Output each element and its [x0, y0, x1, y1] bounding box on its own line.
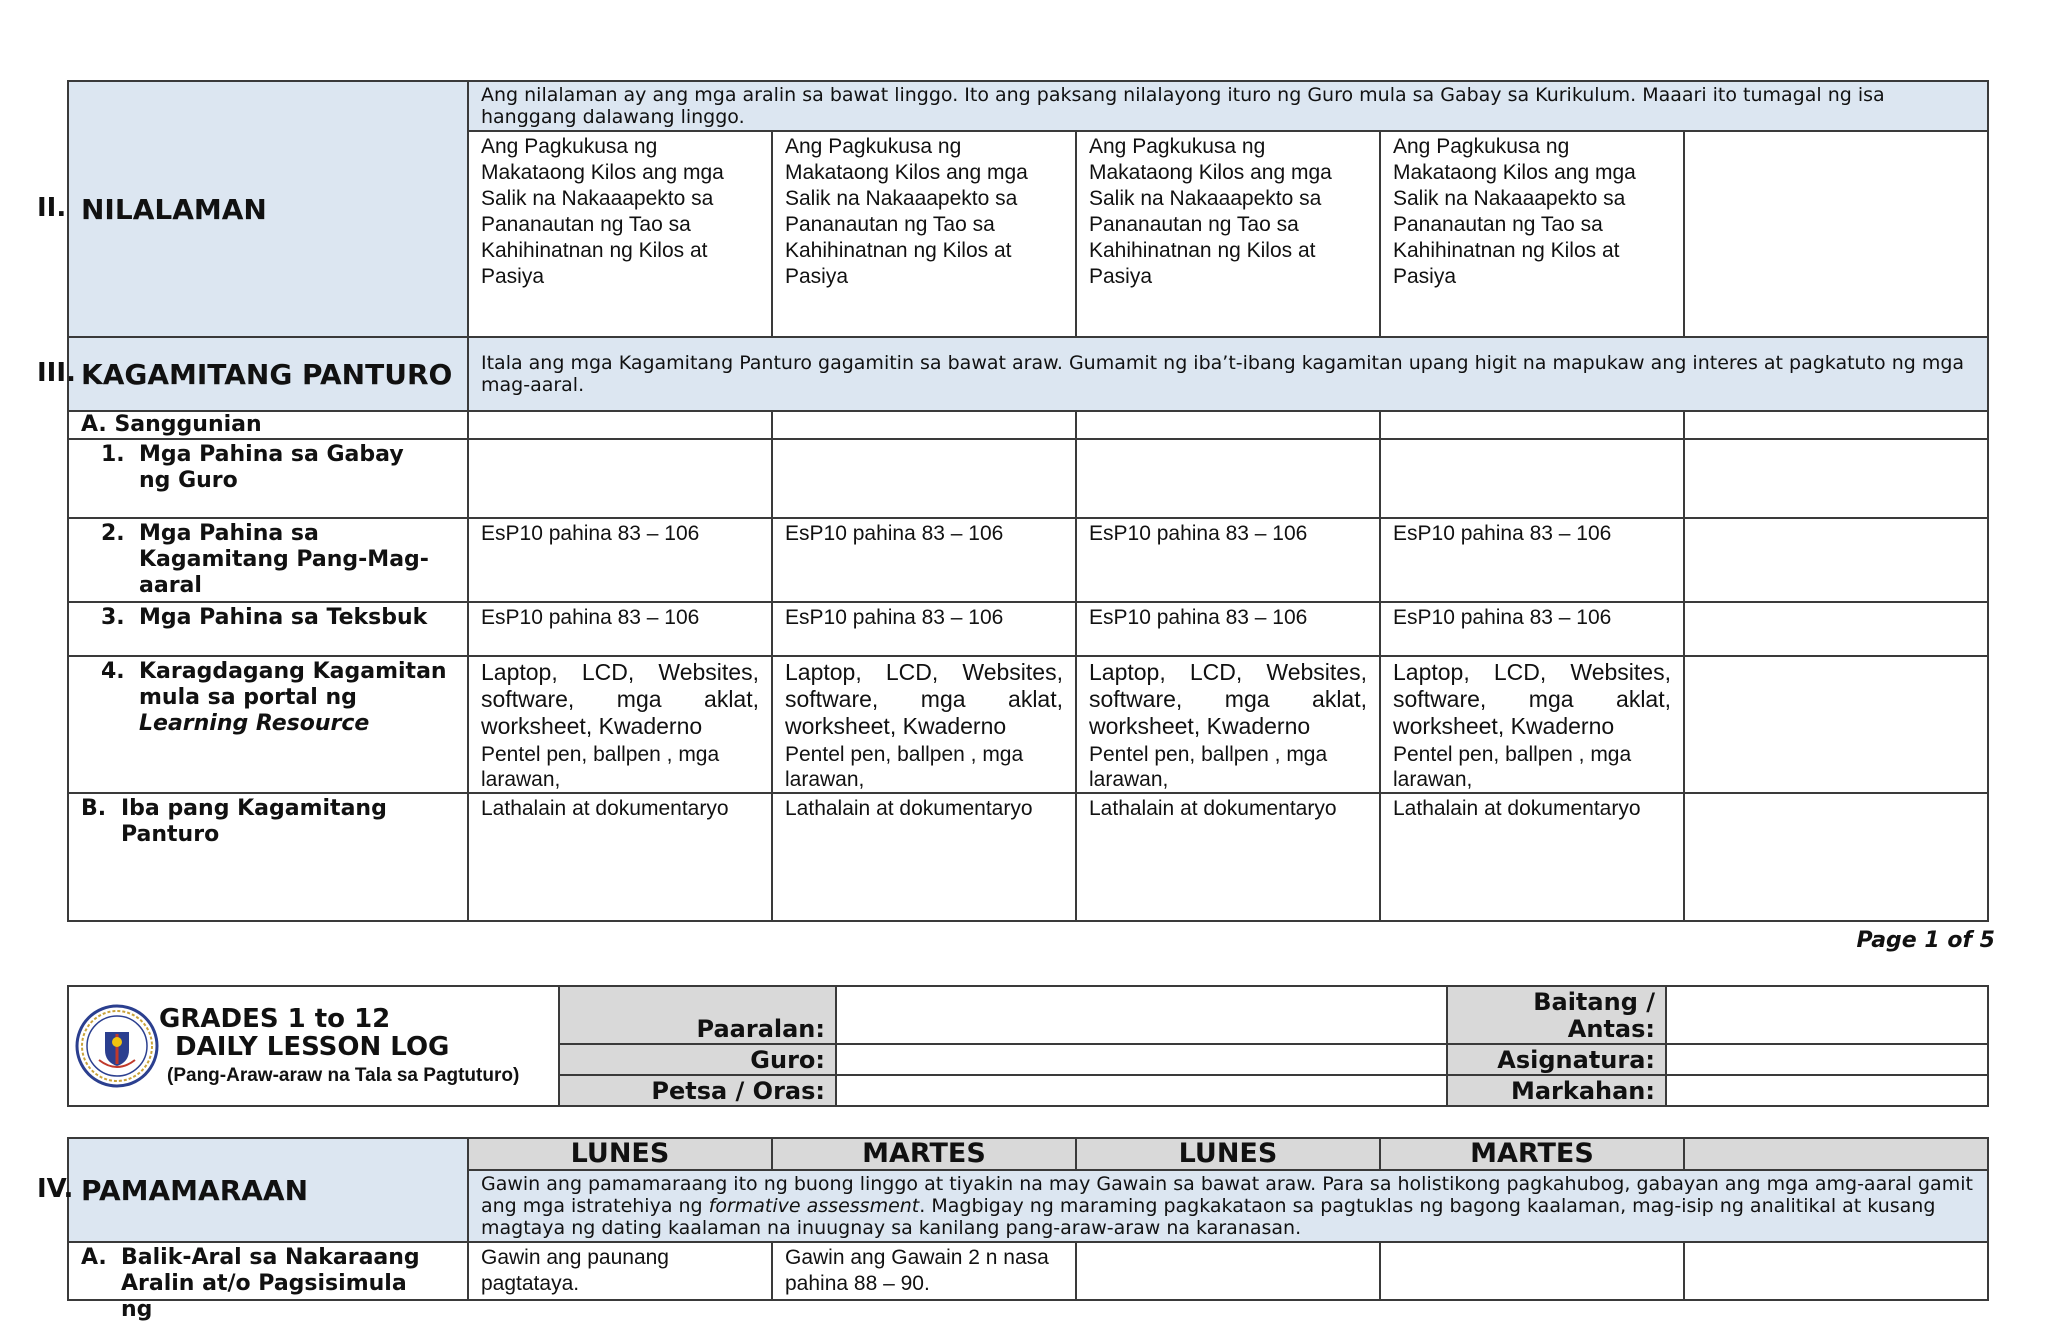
page-number: Page 1 of 5: [1856, 928, 1995, 953]
table-cell: [772, 656, 1076, 793]
row-label-karagdagang-kagamitan: [68, 656, 468, 793]
lesson-log-header: [67, 985, 1989, 1107]
table-cell: [1684, 793, 1988, 921]
row-label-iba-pang-kagamitan: [68, 793, 468, 921]
row-label-teksbuk: [68, 602, 468, 656]
day-header: [1684, 1138, 1988, 1170]
section-roman-numeral: III.: [37, 357, 76, 388]
table-cell: [772, 411, 1076, 439]
nilalaman-instruction: Ang nilalaman ay ang mga aralin sa bawat linggo. Ito ang paksang nilalayong ituro ng Guro mula sa Gabay sa Kurikulum. Maaari ito tumagal ng isa hanggang dalawang linggo.: [468, 81, 1988, 131]
row-label-text: mula sa portal ng: [139, 685, 357, 710]
baitang-label-line: Antas:: [1567, 1015, 1655, 1043]
instruction-italic: formative assessment: [708, 1195, 920, 1217]
row-number: B.: [81, 796, 107, 821]
section-roman-numeral: II.: [37, 192, 67, 223]
table-cell: [1076, 411, 1380, 439]
row-number: 1.: [101, 442, 125, 467]
instruction-text: . Magbigay ng maraming pagkakataon sa pagtuklas ng bagong kaalaman, mag-isip ng analitikal at kusang magtaya ng dating kaalaman na inuugnay sa kanilang pang-araw-araw na karanasan.: [481, 1195, 1936, 1239]
table-cell: [1380, 411, 1684, 439]
pamamaraan-table: [37, 1137, 1989, 1322]
row-label-text: Balik-Aral sa Nakaraang Aralin at/o Pagsisimula ng: [121, 1245, 420, 1322]
table-cell: [468, 656, 772, 793]
day-header: MARTES: [772, 1138, 1076, 1170]
row-number: 4.: [101, 659, 125, 684]
table-cell: Gawin ang paunang pagtataya.: [468, 1242, 772, 1300]
table-cell: [468, 439, 772, 518]
section-title: PAMAMARAAN: [81, 1173, 309, 1207]
section-nilalaman-header: [37, 81, 468, 337]
kagamitan-instruction: Itala ang mga Kagamitang Panturo gagamitin sa bawat araw. Gumamit ng iba’t-ibang kagamitan upang higit na mapukaw ang interes at pagkatuto ng mga mag-aaral.: [468, 337, 1988, 411]
baitang-label: [1447, 986, 1666, 1044]
table-cell: [1076, 439, 1380, 518]
table-cell: [1684, 656, 1988, 793]
table-cell: [772, 439, 1076, 518]
deped-seal-icon: [75, 1004, 159, 1088]
table-cell: [468, 411, 772, 439]
asignatura-value[interactable]: [1666, 1044, 1988, 1075]
table-cell: [1380, 656, 1684, 793]
resource-list: Laptop, LCD, Websites, software, mga aklat, worksheet, Kwaderno: [1393, 659, 1671, 739]
resource-list: Laptop, LCD, Websites, software, mga aklat, worksheet, Kwaderno: [785, 659, 1063, 739]
section-roman-numeral: IV.: [37, 1173, 74, 1204]
day-header: LUNES: [1076, 1138, 1380, 1170]
resource-list-extra: Pentel pen, ballpen , mga larawan,: [785, 743, 1024, 791]
row-label-text: Mga Pahina sa Teksbuk: [139, 605, 428, 630]
lesson-content-table: [37, 80, 1989, 922]
content-cell: [1684, 131, 1988, 337]
table-cell: EsP10 pahina 83 – 106: [468, 518, 772, 602]
content-cell: Ang Pagkukusa ng Makataong Kilos ang mga Salik na Nakaaapekto sa Pananautan ng Tao sa Kahihinatnan ng Kilos at Pasiya: [468, 131, 772, 337]
header-title-line: DAILY LESSON LOG: [175, 1032, 450, 1062]
table-cell: Lathalain at dokumentaryo: [1076, 793, 1380, 921]
section-title: NILALAMAN: [81, 192, 267, 226]
table-cell: EsP10 pahina 83 – 106: [1076, 518, 1380, 602]
asignatura-label: Asignatura:: [1447, 1044, 1666, 1075]
table-cell: Gawin ang Gawain 2 n nasa pahina 88 – 90.: [772, 1242, 1076, 1300]
row-label-kagamitang-mag-aaral: [68, 518, 468, 602]
day-header: MARTES: [1380, 1138, 1684, 1170]
header-title: [159, 1005, 519, 1061]
markahan-label: Markahan:: [1447, 1075, 1666, 1106]
baitang-value[interactable]: [1666, 986, 1988, 1044]
table-cell: EsP10 pahina 83 – 106: [772, 518, 1076, 602]
table-cell: [1076, 1242, 1380, 1300]
section-pamamaraan-header: [37, 1138, 468, 1242]
table-cell: [1076, 656, 1380, 793]
table-cell: [1684, 1242, 1988, 1300]
sanggunian-label: A. Sanggunian: [68, 411, 468, 439]
resource-list-extra: Pentel pen, ballpen , mga larawan,: [1393, 743, 1632, 791]
table-cell: [1380, 1242, 1684, 1300]
row-label-text: Karagdagang Kagamitan: [139, 659, 447, 684]
content-cell: Ang Pagkukusa ng Makataong Kilos ang mga Salik na Nakaaapekto sa Pananautan ng Tao sa Kahihinatnan ng Kilos at Pasiya: [1380, 131, 1684, 337]
row-label-text: Mga Pahina sa Kagamitang Pang-Mag-aaral: [139, 521, 429, 598]
petsa-value[interactable]: [836, 1075, 1447, 1106]
guro-value[interactable]: [836, 1044, 1447, 1075]
table-cell: EsP10 pahina 83 – 106: [1076, 602, 1380, 656]
pamamaraan-instruction: [468, 1170, 1988, 1242]
guro-label: Guro:: [559, 1044, 836, 1075]
table-cell: EsP10 pahina 83 – 106: [468, 602, 772, 656]
table-cell: Lathalain at dokumentaryo: [468, 793, 772, 921]
table-cell: EsP10 pahina 83 – 106: [772, 602, 1076, 656]
table-cell: Lathalain at dokumentaryo: [772, 793, 1076, 921]
baitang-label-line: Baitang /: [1533, 988, 1655, 1016]
table-cell: Lathalain at dokumentaryo: [1380, 793, 1684, 921]
resource-list: Laptop, LCD, Websites, software, mga aklat, worksheet, Kwaderno: [1089, 659, 1367, 739]
table-cell: [1684, 439, 1988, 518]
markahan-value[interactable]: [1666, 1075, 1988, 1106]
row-number: A.: [81, 1245, 107, 1270]
row-number: 2.: [101, 521, 125, 546]
header-title-block: [68, 986, 559, 1106]
petsa-label: Petsa / Oras:: [559, 1075, 836, 1106]
instruction-text: Gawin ang pamamaraang ito ng buong linggo at tiyakin na may Gawain sa bawat araw. Para sa holistikong pagkahubog, gabayan ang mga amg-aaral gamit ang mga istratehiya ng: [481, 1173, 1973, 1217]
table-cell: [1684, 602, 1988, 656]
row-label-balik-aral: [68, 1242, 468, 1322]
section-title: KAGAMITANG PANTURO: [81, 357, 453, 391]
row-label-italic: Learning Resource: [139, 711, 370, 736]
row-label-gabay-guro: [68, 439, 468, 518]
header-title-line: GRADES 1 to 12: [159, 1004, 391, 1034]
row-number: 3.: [101, 605, 125, 630]
row-label-text: Mga Pahina sa Gabay ng Guro: [139, 442, 404, 493]
table-cell: EsP10 pahina 83 – 106: [1380, 602, 1684, 656]
section-kagamitan-header: [37, 337, 468, 411]
resource-list-extra: Pentel pen, ballpen , mga larawan,: [481, 743, 720, 791]
table-cell: [1684, 518, 1988, 602]
row-label-text: Iba pang Kagamitang Panturo: [121, 796, 387, 847]
day-header: LUNES: [468, 1138, 772, 1170]
table-cell: [1380, 439, 1684, 518]
header-subtitle: (Pang-Araw-araw na Tala sa Pagtuturo): [167, 1065, 520, 1086]
paaralan-value[interactable]: [836, 986, 1447, 1044]
table-cell: EsP10 pahina 83 – 106: [1380, 518, 1684, 602]
resource-list-extra: Pentel pen, ballpen , mga larawan,: [1089, 743, 1328, 791]
resource-list: Laptop, LCD, Websites, software, mga aklat, worksheet, Kwaderno: [481, 659, 759, 739]
paaralan-label: Paaralan:: [559, 986, 836, 1044]
content-cell: Ang Pagkukusa ng Makataong Kilos ang mga Salik na Nakaaapekto sa Pananautan ng Tao sa Kahihinatnan ng Kilos at Pasiya: [1076, 131, 1380, 337]
table-cell: [1684, 411, 1988, 439]
content-cell: Ang Pagkukusa ng Makataong Kilos ang mga Salik na Nakaaapekto sa Pananautan ng Tao sa Kahihinatnan ng Kilos at Pasiya: [772, 131, 1076, 337]
